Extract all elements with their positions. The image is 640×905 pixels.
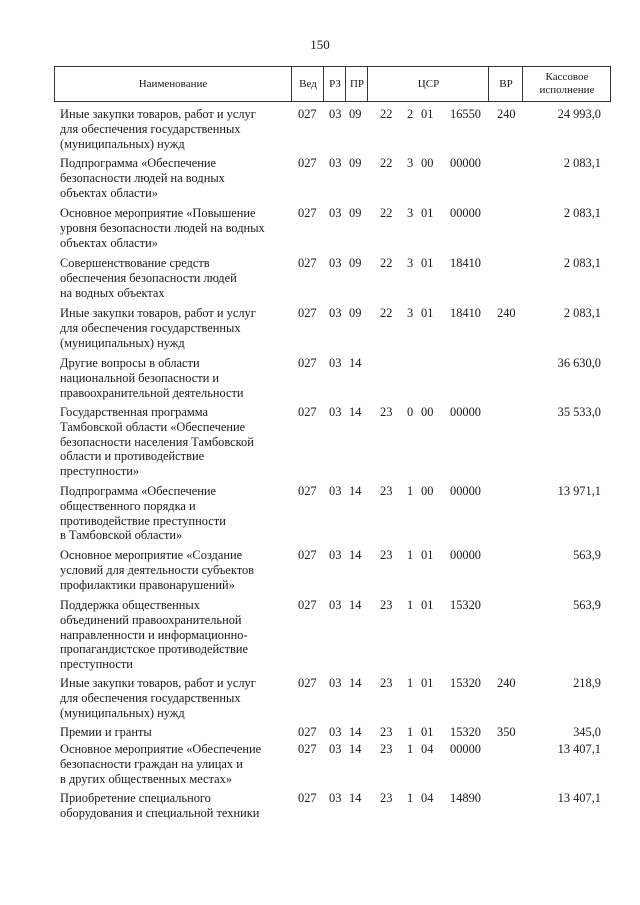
row-pr: 14	[349, 791, 362, 805]
row-csr-event: 01	[421, 107, 434, 121]
header-vr: ВР	[488, 67, 523, 101]
row-pr: 09	[349, 306, 362, 320]
row-name: Основное мероприятие «Создание условий для деятельности субъектов профилактики правонарушений»	[60, 548, 255, 592]
row-rz: 03	[329, 206, 342, 220]
row-vr: 240	[497, 306, 516, 320]
header-name: Наименование	[138, 77, 208, 90]
row-csr-program: 23	[380, 742, 393, 756]
row-csr-program: 23	[380, 598, 393, 612]
row-csr-event: 00	[421, 484, 434, 498]
row-vr: 240	[497, 676, 516, 690]
row-name: Иные закупки товаров, работ и услуг для обеспечения государственных (муниципальных) нужд	[60, 306, 256, 350]
row-ved: 027	[298, 484, 317, 498]
row-name: Иные закупки товаров, работ и услуг для обеспечения государственных (муниципальных) нужд	[60, 676, 256, 720]
row-csr-direction: 18410	[450, 256, 481, 270]
row-sum: 13 971,1	[557, 484, 601, 498]
row-name: Премии и гранты	[60, 725, 152, 739]
row-name: Приобретение специального оборудования и специальной техники	[60, 791, 260, 820]
row-pr: 09	[349, 256, 362, 270]
row-csr-event: 01	[421, 306, 434, 320]
row-pr: 14	[349, 405, 362, 419]
row-csr-direction: 00000	[450, 484, 481, 498]
header-sum: Кассовое исполнение	[522, 67, 611, 101]
header-rz: РЗ	[323, 67, 346, 101]
row-csr-program: 23	[380, 405, 393, 419]
row-ved: 027	[298, 598, 317, 612]
row-name: Другие вопросы в области национальной безопасности и правоохранительной деятельности	[60, 356, 244, 400]
row-name: Основное мероприятие «Обеспечение безопасности граждан на улицах и в других общественных местах»	[60, 742, 262, 786]
row-ved: 027	[298, 548, 317, 562]
row-rz: 03	[329, 156, 342, 170]
row-csr-subprogram: 3	[407, 206, 414, 220]
row-ved: 027	[298, 405, 317, 419]
row-rz: 03	[329, 548, 342, 562]
row-csr-program: 23	[380, 676, 393, 690]
row-ved: 027	[298, 256, 317, 270]
row-csr-event: 01	[421, 206, 434, 220]
row-sum: 13 407,1	[557, 791, 601, 805]
row-csr-subprogram: 3	[407, 256, 414, 270]
row-name: Поддержка общественных объединений правоохранительной направленности и информационно- пропагандистское противодействие преступности	[60, 598, 249, 672]
row-csr-program: 22	[380, 206, 393, 220]
row-ved: 027	[298, 742, 317, 756]
row-csr-direction: 00000	[450, 405, 481, 419]
row-sum: 218,9	[573, 676, 601, 690]
row-csr-subprogram: 1	[407, 742, 414, 756]
row-pr: 14	[349, 356, 362, 370]
row-name: Государственная программа Тамбовской области «Обеспечение безопасности населения Тамбовской области и противодействие преступности»	[60, 405, 254, 479]
row-csr-program: 22	[380, 256, 393, 270]
row-rz: 03	[329, 484, 342, 498]
page-number: 150	[310, 37, 330, 52]
row-rz: 03	[329, 356, 342, 370]
row-pr: 09	[349, 107, 362, 121]
row-csr-subprogram: 1	[407, 676, 414, 690]
row-sum: 2 083,1	[563, 306, 601, 320]
row-csr-event: 01	[421, 725, 434, 739]
row-csr-event: 00	[421, 156, 434, 170]
row-rz: 03	[329, 742, 342, 756]
row-ved: 027	[298, 107, 317, 121]
row-csr-event: 00	[421, 405, 434, 419]
row-ved: 027	[298, 725, 317, 739]
row-vr: 350	[497, 725, 516, 739]
row-rz: 03	[329, 598, 342, 612]
row-sum: 563,9	[573, 548, 601, 562]
row-pr: 09	[349, 156, 362, 170]
row-sum: 345,0	[573, 725, 601, 739]
row-ved: 027	[298, 356, 317, 370]
row-csr-subprogram: 1	[407, 548, 414, 562]
row-ved: 027	[298, 676, 317, 690]
row-name: Иные закупки товаров, работ и услуг для обеспечения государственных (муниципальных) нужд	[60, 107, 256, 151]
row-csr-program: 23	[380, 791, 393, 805]
row-csr-event: 01	[421, 676, 434, 690]
row-csr-event: 01	[421, 598, 434, 612]
row-pr: 14	[349, 742, 362, 756]
row-csr-subprogram: 3	[407, 156, 414, 170]
row-csr-subprogram: 1	[407, 484, 414, 498]
row-csr-direction: 00000	[450, 548, 481, 562]
row-csr-subprogram: 3	[407, 306, 414, 320]
row-csr-direction: 15320	[450, 725, 481, 739]
row-rz: 03	[329, 256, 342, 270]
row-rz: 03	[329, 791, 342, 805]
row-csr-direction: 00000	[450, 156, 481, 170]
header-pr: ПР	[345, 67, 368, 101]
row-csr-event: 01	[421, 548, 434, 562]
table-header	[54, 66, 611, 102]
row-csr-direction: 00000	[450, 206, 481, 220]
row-rz: 03	[329, 725, 342, 739]
row-csr-direction: 14890	[450, 791, 481, 805]
row-csr-direction: 16550	[450, 107, 481, 121]
row-csr-program: 23	[380, 484, 393, 498]
row-sum: 24 993,0	[557, 107, 601, 121]
row-pr: 14	[349, 725, 362, 739]
row-ved: 027	[298, 306, 317, 320]
row-csr-direction: 15320	[450, 598, 481, 612]
row-name: Основное мероприятие «Повышение уровня безопасности людей на водных объектах области»	[60, 206, 265, 250]
row-pr: 14	[349, 676, 362, 690]
row-csr-event: 04	[421, 742, 434, 756]
row-rz: 03	[329, 676, 342, 690]
row-sum: 563,9	[573, 598, 601, 612]
row-csr-subprogram: 1	[407, 725, 414, 739]
row-csr-program: 22	[380, 107, 393, 121]
row-csr-program: 23	[380, 725, 393, 739]
row-csr-program: 22	[380, 306, 393, 320]
header-csr: ЦСР	[367, 67, 489, 101]
row-sum: 2 083,1	[563, 156, 601, 170]
row-csr-direction: 15320	[450, 676, 481, 690]
row-vr: 240	[497, 107, 516, 121]
row-sum: 2 083,1	[563, 256, 601, 270]
row-rz: 03	[329, 405, 342, 419]
row-csr-program: 23	[380, 548, 393, 562]
row-pr: 09	[349, 206, 362, 220]
row-csr-direction: 00000	[450, 742, 481, 756]
row-pr: 14	[349, 548, 362, 562]
row-csr-subprogram: 0	[407, 405, 414, 419]
row-sum: 2 083,1	[563, 206, 601, 220]
row-name: Совершенствование средств обеспечения безопасности людей на водных объектах	[60, 256, 237, 300]
row-pr: 14	[349, 598, 362, 612]
row-sum: 36 630,0	[557, 356, 601, 370]
header-ved: Вед	[291, 67, 324, 101]
row-csr-event: 01	[421, 256, 434, 270]
row-ved: 027	[298, 206, 317, 220]
row-csr-program: 22	[380, 156, 393, 170]
row-csr-subprogram: 1	[407, 598, 414, 612]
row-sum: 13 407,1	[557, 742, 601, 756]
row-csr-event: 04	[421, 791, 434, 805]
row-csr-direction: 18410	[450, 306, 481, 320]
row-ved: 027	[298, 156, 317, 170]
row-sum: 35 533,0	[557, 405, 601, 419]
row-pr: 14	[349, 484, 362, 498]
row-ved: 027	[298, 791, 317, 805]
row-name: Подпрограмма «Обеспечение общественного порядка и противодействие преступности в Тамбовской области»	[60, 484, 226, 543]
row-csr-subprogram: 2	[407, 107, 414, 121]
row-rz: 03	[329, 107, 342, 121]
row-csr-subprogram: 1	[407, 791, 414, 805]
row-name: Подпрограмма «Обеспечение безопасности людей на водных объектах области»	[60, 156, 225, 200]
row-rz: 03	[329, 306, 342, 320]
